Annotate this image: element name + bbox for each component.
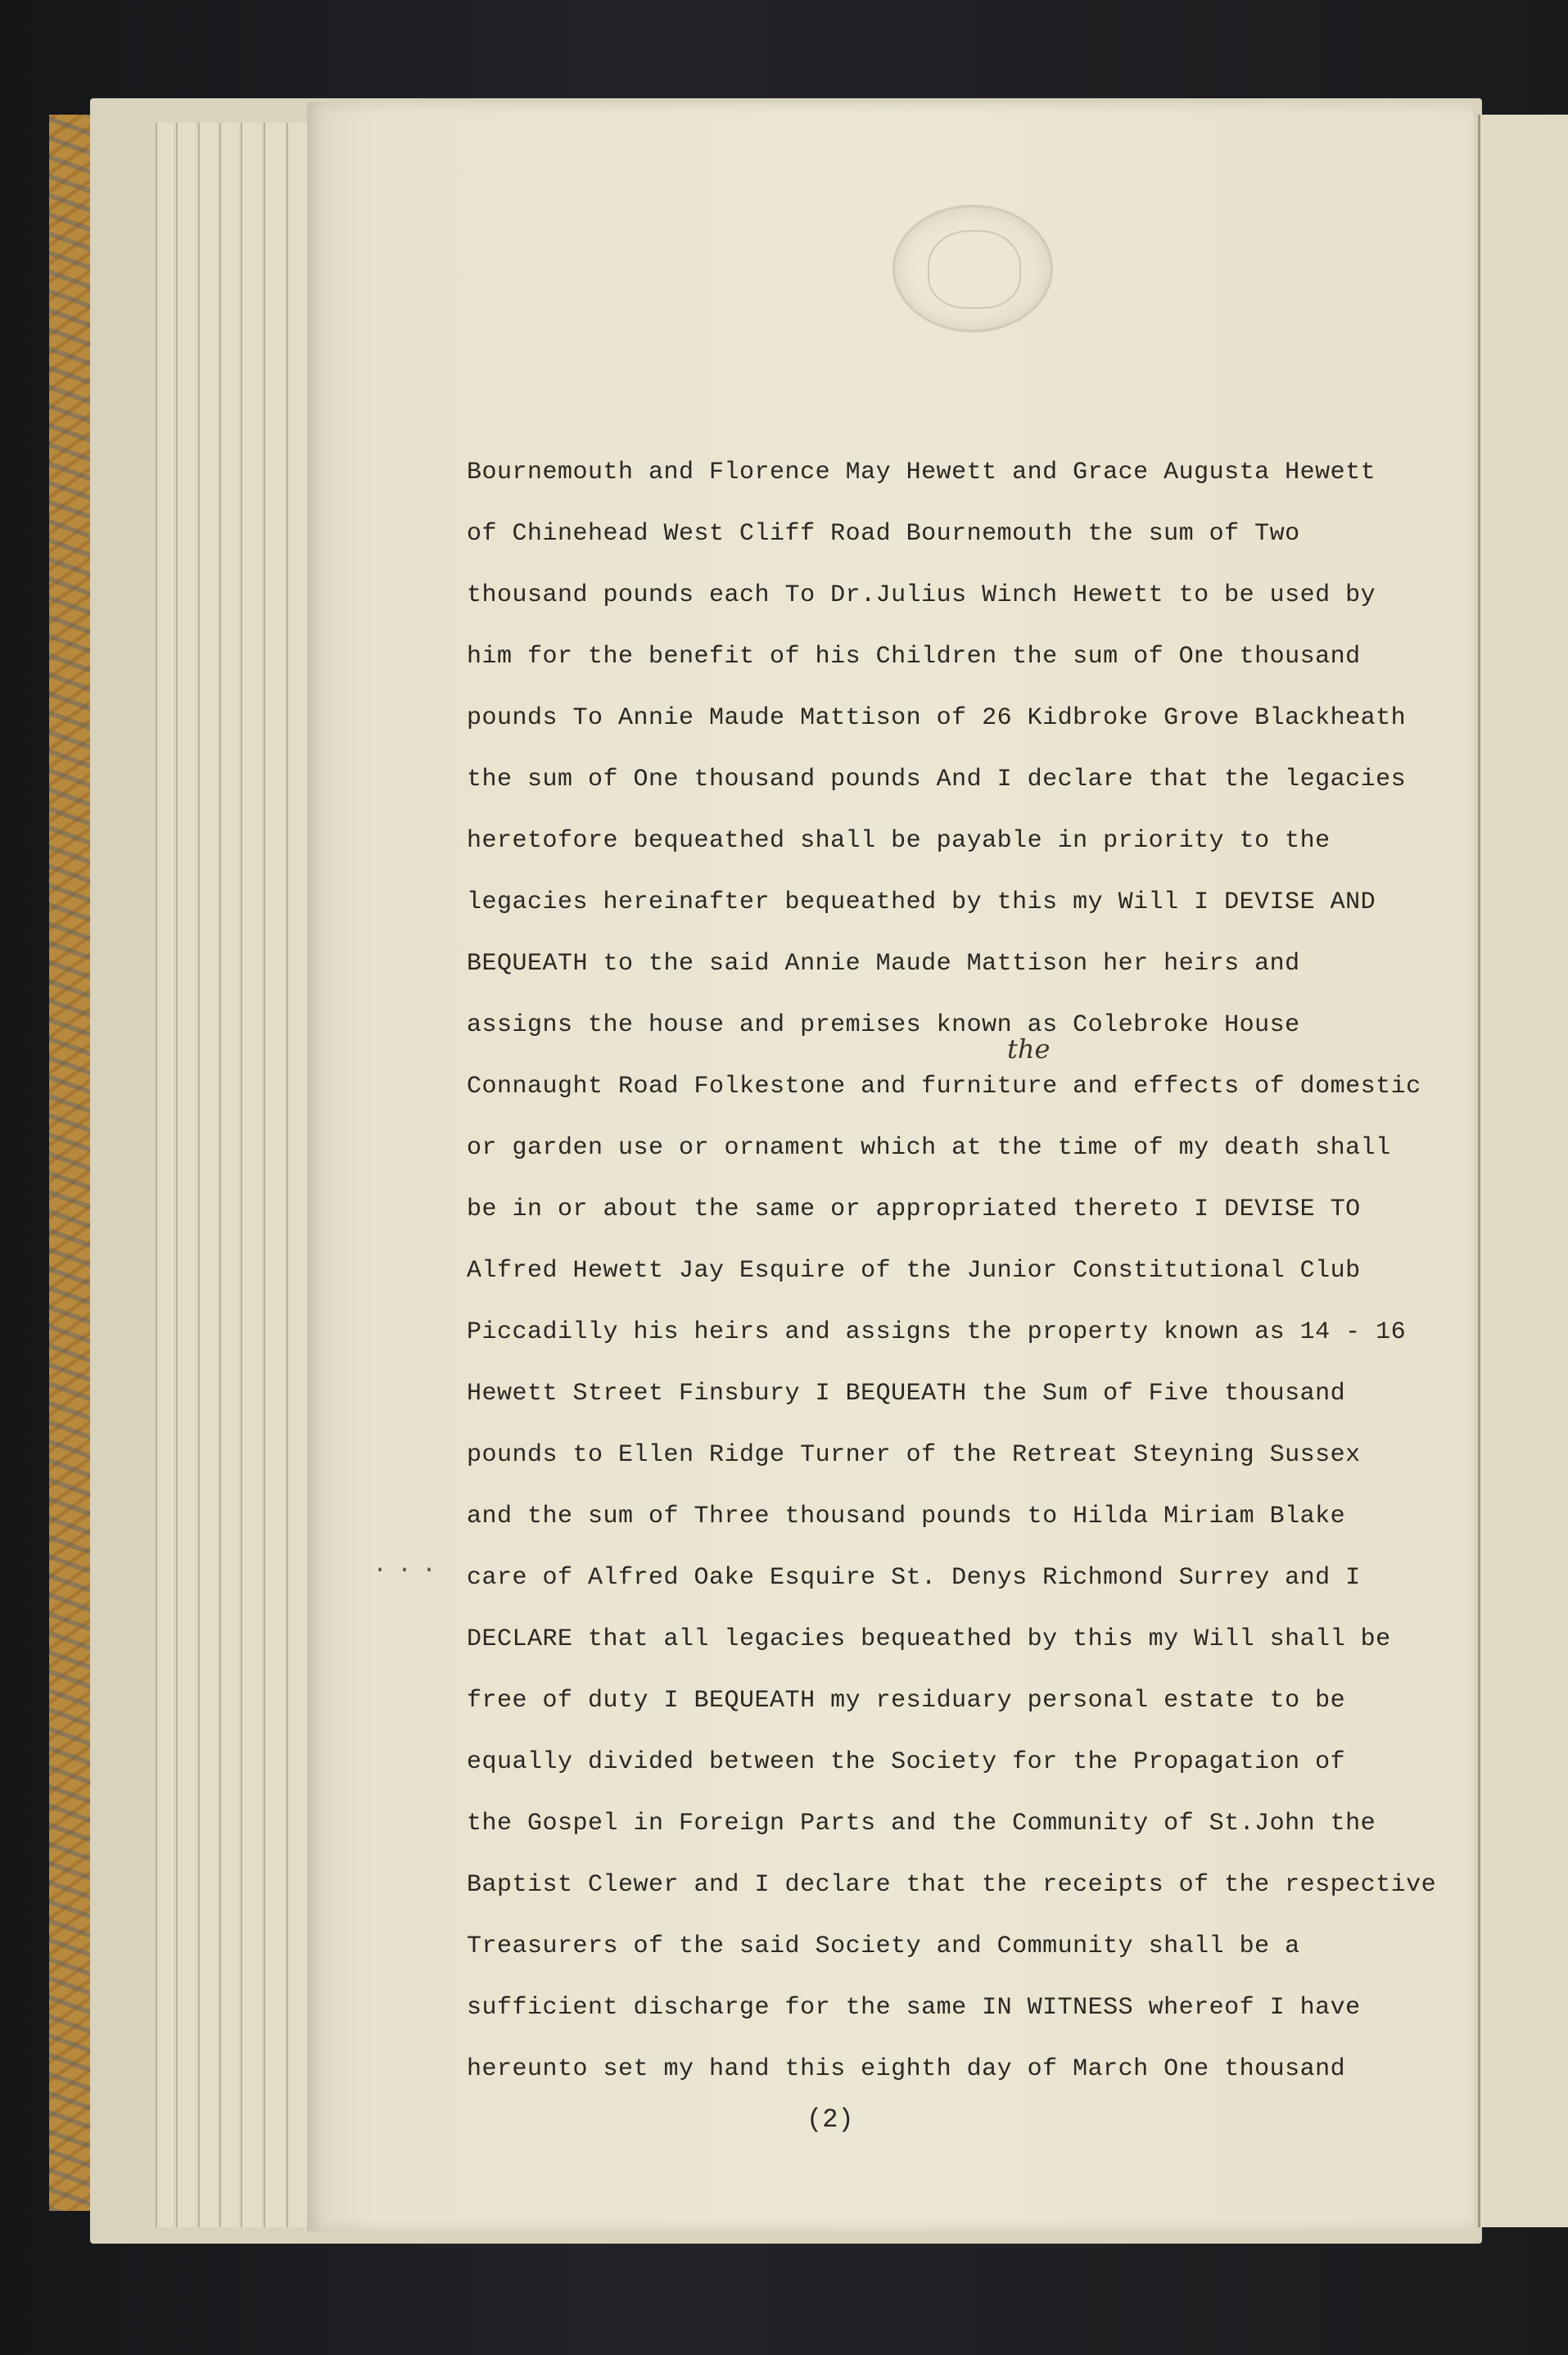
text-line: the Gospel in Foreign Parts and the Community of St.John the: [467, 1810, 1376, 1837]
text-line: thousand pounds each To Dr.Julius Winch Hewett to be used by: [467, 581, 1376, 609]
text-line: pounds To Annie Maude Mattison of 26 Kidbroke Grove Blackheath: [467, 704, 1407, 732]
text-line: free of duty I BEQUEATH my residuary personal estate to be: [467, 1687, 1346, 1715]
text-line: legacies hereinafter bequeathed by this my Will I DEVISE AND: [467, 888, 1376, 916]
text-line: him for the benefit of his Children the sum of One thousand: [467, 643, 1361, 671]
page-number: (2): [807, 2104, 854, 2135]
page-edge: [241, 123, 262, 2227]
text-line: Bournemouth and Florence May Hewett and Grace Augusta Hewett: [467, 459, 1376, 486]
text-line: or garden use or ornament which at the time of my death shall: [467, 1134, 1391, 1162]
text-line: Hewett Street Finsbury I BEQUEATH the Sum of Five thousand: [467, 1380, 1346, 1408]
text-line: and the sum of Three thousand pounds to Hilda Miriam Blake: [467, 1503, 1346, 1530]
page-edge: [156, 123, 174, 2227]
text-line: Piccadilly his heirs and assigns the property known as 14 - 16: [467, 1318, 1407, 1346]
text-line: Treasurers of the said Society and Community shall be a: [467, 1932, 1300, 1960]
page-edge: [219, 123, 239, 2227]
embossed-seal-icon: [892, 205, 1053, 332]
text-line: of Chinehead West Cliff Road Bournemouth the sum of Two: [467, 520, 1300, 548]
text-line: the sum of One thousand pounds And I declare that the legacies: [467, 766, 1407, 793]
text-line: assigns the house and premises known as Colebroke House: [467, 1011, 1300, 1039]
page-edge: [264, 123, 285, 2227]
text-line: be in or about the same or appropriated thereto I DEVISE TO: [467, 1196, 1361, 1223]
margin-marks: ...: [373, 1552, 447, 1580]
handwritten-insert: the: [1007, 1033, 1051, 1064]
text-line: heretofore bequeathed shall be payable in priority to the: [467, 827, 1331, 855]
page-edge: [198, 123, 218, 2227]
text-line: Connaught Road Folkestone and furniture and effects of domestic: [467, 1073, 1421, 1101]
text-line: equally divided between the Society for the Propagation of: [467, 1748, 1346, 1776]
page-edge: [287, 123, 310, 2227]
seal-crest: [928, 230, 1021, 309]
text-line: sufficient discharge for the same IN WITNESS whereof I have: [467, 1994, 1361, 2022]
text-line: hereunto set my hand this eighth day of March One thousand: [467, 2055, 1346, 2083]
facing-page-edge: [1478, 115, 1568, 2227]
text-line: Baptist Clewer and I declare that the receipts of the respective: [467, 1871, 1437, 1899]
text-line: DECLARE that all legacies bequeathed by this my Will shall be: [467, 1625, 1391, 1653]
typed-text-block: [467, 442, 1449, 2100]
text-line: care of Alfred Oake Esquire St. Denys Richmond Surrey and I: [467, 1564, 1361, 1592]
text-line: pounds to Ellen Ridge Turner of the Retreat Steyning Sussex: [467, 1441, 1361, 1469]
text-line: Alfred Hewett Jay Esquire of the Junior Constitutional Club: [467, 1257, 1361, 1285]
text-line: BEQUEATH to the said Annie Maude Mattison her heirs and: [467, 950, 1300, 978]
page-edge: [176, 123, 196, 2227]
